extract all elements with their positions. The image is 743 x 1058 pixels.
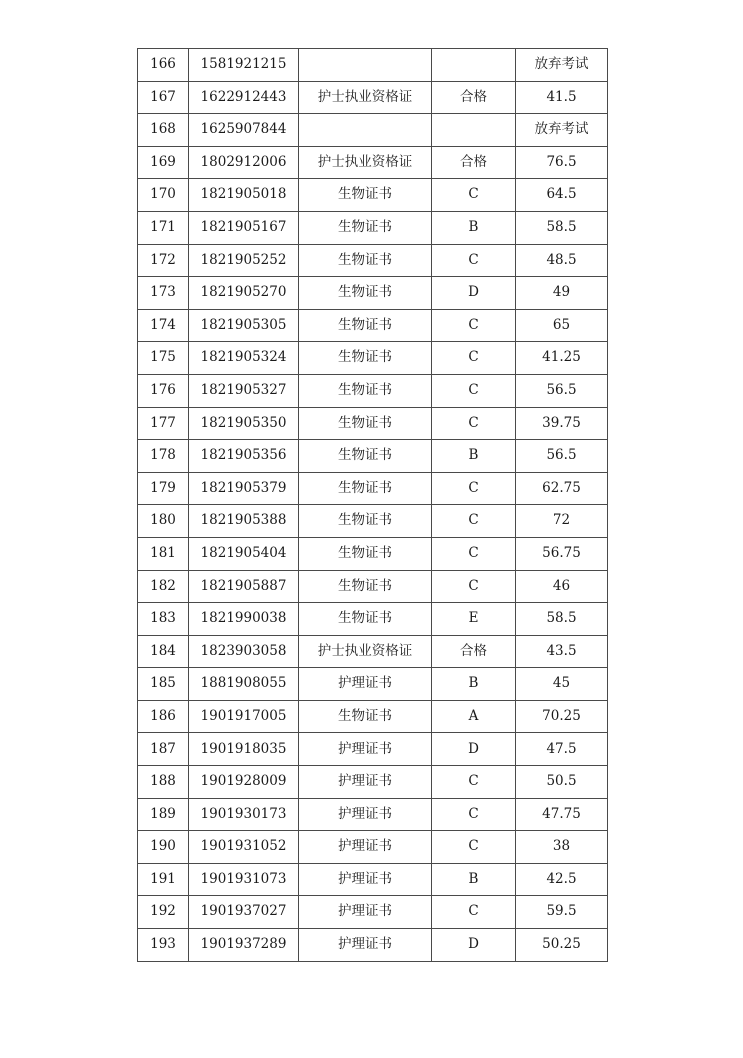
row-number-cell: 173 (138, 277, 189, 310)
candidate-id-cell: 1821905324 (189, 342, 299, 375)
table-row (138, 537, 608, 570)
grade-cell: E (432, 603, 516, 636)
certificate-cell: 护士执业资格证 (299, 635, 432, 668)
row-number-cell: 190 (138, 831, 189, 864)
certificate-cell: 生物证书 (299, 179, 432, 212)
grade-cell: C (432, 244, 516, 277)
grade-cell: B (432, 668, 516, 701)
table-row (138, 929, 608, 962)
table-row (138, 211, 608, 244)
score-cell: 46 (516, 570, 608, 603)
row-number-cell: 184 (138, 635, 189, 668)
table-row (138, 440, 608, 473)
certificate-cell: 生物证书 (299, 309, 432, 342)
row-number-cell: 167 (138, 81, 189, 114)
table-row (138, 798, 608, 831)
certificate-cell: 护理证书 (299, 929, 432, 962)
table-row (138, 244, 608, 277)
row-number-cell: 171 (138, 211, 189, 244)
score-cell: 43.5 (516, 635, 608, 668)
row-number-cell: 189 (138, 798, 189, 831)
score-cell: 50.5 (516, 766, 608, 799)
row-number-cell: 177 (138, 407, 189, 440)
row-number-cell: 187 (138, 733, 189, 766)
grade-cell: C (432, 537, 516, 570)
certificate-cell: 护理证书 (299, 831, 432, 864)
grade-cell: 合格 (432, 146, 516, 179)
candidate-id-cell: 1823903058 (189, 635, 299, 668)
candidate-id-cell: 1821905356 (189, 440, 299, 473)
score-cell: 65 (516, 309, 608, 342)
grade-cell: B (432, 863, 516, 896)
grade-cell: C (432, 505, 516, 538)
row-number-cell: 181 (138, 537, 189, 570)
table-row (138, 668, 608, 701)
candidate-id-cell: 1881908055 (189, 668, 299, 701)
candidate-id-cell: 1901928009 (189, 766, 299, 799)
table-row (138, 277, 608, 310)
score-cell: 47.75 (516, 798, 608, 831)
table-row (138, 863, 608, 896)
certificate-cell: 生物证书 (299, 244, 432, 277)
certificate-cell: 护理证书 (299, 766, 432, 799)
candidate-id-cell: 1821905388 (189, 505, 299, 538)
candidate-id-cell: 1901937289 (189, 929, 299, 962)
candidate-id-cell: 1821905379 (189, 472, 299, 505)
certificate-cell (299, 114, 432, 147)
certificate-cell: 生物证书 (299, 211, 432, 244)
certificate-cell: 生物证书 (299, 603, 432, 636)
row-number-cell: 169 (138, 146, 189, 179)
table-row (138, 831, 608, 864)
table-row (138, 49, 608, 82)
table-row (138, 114, 608, 147)
row-number-cell: 192 (138, 896, 189, 929)
score-cell: 39.75 (516, 407, 608, 440)
score-cell: 放弃考试 (516, 114, 608, 147)
grade-cell: C (432, 798, 516, 831)
row-number-cell: 191 (138, 863, 189, 896)
score-cell: 59.5 (516, 896, 608, 929)
candidate-id-cell: 1581921215 (189, 49, 299, 82)
candidate-id-cell: 1821990038 (189, 603, 299, 636)
table-row (138, 309, 608, 342)
grade-cell: D (432, 733, 516, 766)
score-cell: 48.5 (516, 244, 608, 277)
candidate-id-cell: 1802912006 (189, 146, 299, 179)
score-cell: 62.75 (516, 472, 608, 505)
grade-cell: 合格 (432, 81, 516, 114)
score-cell: 56.5 (516, 440, 608, 473)
candidate-id-cell: 1821905270 (189, 277, 299, 310)
row-number-cell: 168 (138, 114, 189, 147)
row-number-cell: 170 (138, 179, 189, 212)
table-row (138, 635, 608, 668)
grade-cell: C (432, 472, 516, 505)
candidate-id-cell: 1821905018 (189, 179, 299, 212)
score-cell: 45 (516, 668, 608, 701)
certificate-cell: 护理证书 (299, 733, 432, 766)
row-number-cell: 175 (138, 342, 189, 375)
grade-cell: D (432, 277, 516, 310)
candidate-id-cell: 1821905327 (189, 374, 299, 407)
row-number-cell: 182 (138, 570, 189, 603)
certificate-cell: 生物证书 (299, 277, 432, 310)
table-row (138, 407, 608, 440)
certificate-cell: 生物证书 (299, 374, 432, 407)
candidate-id-cell: 1821905350 (189, 407, 299, 440)
row-number-cell: 172 (138, 244, 189, 277)
row-number-cell: 183 (138, 603, 189, 636)
certificate-cell: 生物证书 (299, 472, 432, 505)
grade-cell: C (432, 570, 516, 603)
certificate-cell: 护理证书 (299, 863, 432, 896)
grade-cell (432, 114, 516, 147)
table-row (138, 505, 608, 538)
score-cell: 58.5 (516, 211, 608, 244)
score-cell: 72 (516, 505, 608, 538)
certificate-cell: 护理证书 (299, 668, 432, 701)
candidate-id-cell: 1901937027 (189, 896, 299, 929)
row-number-cell: 193 (138, 929, 189, 962)
grade-cell: B (432, 211, 516, 244)
grade-cell (432, 49, 516, 82)
candidate-id-cell: 1901930173 (189, 798, 299, 831)
score-cell: 38 (516, 831, 608, 864)
candidate-id-cell: 1901931052 (189, 831, 299, 864)
score-cell: 58.5 (516, 603, 608, 636)
score-cell: 41.5 (516, 81, 608, 114)
score-cell: 47.5 (516, 733, 608, 766)
candidate-id-cell: 1901931073 (189, 863, 299, 896)
grade-cell: C (432, 179, 516, 212)
table-row (138, 374, 608, 407)
certificate-cell: 生物证书 (299, 537, 432, 570)
candidate-id-cell: 1901918035 (189, 733, 299, 766)
candidate-id-cell: 1625907844 (189, 114, 299, 147)
grade-cell: D (432, 929, 516, 962)
row-number-cell: 179 (138, 472, 189, 505)
certificate-cell: 生物证书 (299, 570, 432, 603)
table-row (138, 896, 608, 929)
table-row (138, 342, 608, 375)
candidate-id-cell: 1622912443 (189, 81, 299, 114)
results-table (137, 48, 608, 962)
grade-cell: A (432, 700, 516, 733)
table-row (138, 179, 608, 212)
candidate-id-cell: 1821905167 (189, 211, 299, 244)
score-cell: 76.5 (516, 146, 608, 179)
grade-cell: C (432, 309, 516, 342)
certificate-cell: 生物证书 (299, 505, 432, 538)
row-number-cell: 186 (138, 700, 189, 733)
grade-cell: C (432, 766, 516, 799)
table-row (138, 733, 608, 766)
score-cell: 64.5 (516, 179, 608, 212)
certificate-cell: 护理证书 (299, 896, 432, 929)
grade-cell: C (432, 896, 516, 929)
certificate-cell: 护士执业资格证 (299, 81, 432, 114)
grade-cell: C (432, 407, 516, 440)
score-cell: 56.75 (516, 537, 608, 570)
certificate-cell (299, 49, 432, 82)
certificate-cell: 护士执业资格证 (299, 146, 432, 179)
candidate-id-cell: 1821905252 (189, 244, 299, 277)
row-number-cell: 174 (138, 309, 189, 342)
certificate-cell: 生物证书 (299, 342, 432, 375)
row-number-cell: 176 (138, 374, 189, 407)
candidate-id-cell: 1821905404 (189, 537, 299, 570)
table-row (138, 766, 608, 799)
certificate-cell: 生物证书 (299, 700, 432, 733)
table-row (138, 700, 608, 733)
candidate-id-cell: 1821905887 (189, 570, 299, 603)
grade-cell: B (432, 440, 516, 473)
row-number-cell: 166 (138, 49, 189, 82)
grade-cell: C (432, 374, 516, 407)
certificate-cell: 生物证书 (299, 440, 432, 473)
certificate-cell: 生物证书 (299, 407, 432, 440)
row-number-cell: 188 (138, 766, 189, 799)
candidate-id-cell: 1901917005 (189, 700, 299, 733)
row-number-cell: 180 (138, 505, 189, 538)
candidate-id-cell: 1821905305 (189, 309, 299, 342)
table-row (138, 472, 608, 505)
score-cell: 70.25 (516, 700, 608, 733)
certificate-cell: 护理证书 (299, 798, 432, 831)
grade-cell: 合格 (432, 635, 516, 668)
grade-cell: C (432, 342, 516, 375)
score-cell: 42.5 (516, 863, 608, 896)
row-number-cell: 178 (138, 440, 189, 473)
table-row (138, 570, 608, 603)
row-number-cell: 185 (138, 668, 189, 701)
table-row (138, 146, 608, 179)
score-cell: 41.25 (516, 342, 608, 375)
score-cell: 50.25 (516, 929, 608, 962)
score-cell: 56.5 (516, 374, 608, 407)
results-table-body (138, 49, 608, 962)
table-row (138, 603, 608, 636)
table-row (138, 81, 608, 114)
grade-cell: C (432, 831, 516, 864)
score-cell: 放弃考试 (516, 49, 608, 82)
score-cell: 49 (516, 277, 608, 310)
